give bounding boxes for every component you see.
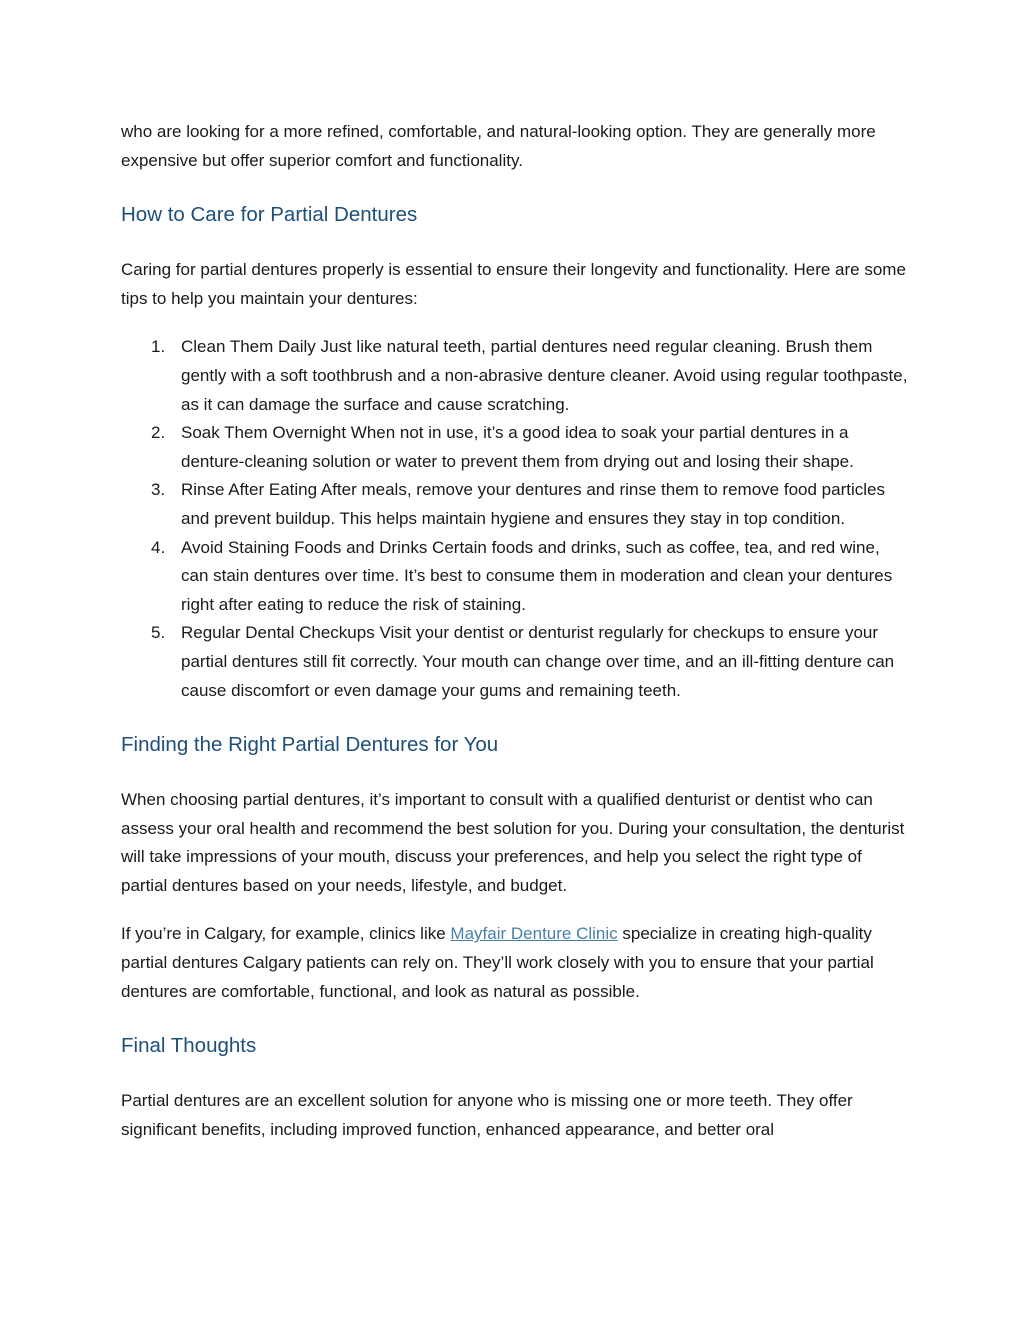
list-number: 1. bbox=[151, 337, 166, 357]
mayfair-denture-clinic-link[interactable]: Mayfair Denture Clinic bbox=[450, 924, 618, 944]
document-page bbox=[121, 118, 911, 1144]
care-tip-item bbox=[121, 534, 911, 620]
finding-section-heading: Finding the Right Partial Dentures for You bbox=[121, 733, 499, 757]
calgary-text-after-link: specialize in creating high-quality partial dentures Calgary patients can rely on. They’ll work closely with you to ensure that your partial dentures are comfortable, functional, and look as natural as possible. bbox=[121, 924, 874, 1001]
care-tip-text: Soak Them Overnight When not in use, it’s a good idea to soak your partial dentures in a denture-cleaning solution or water to prevent them from drying out and losing their shape. bbox=[181, 423, 854, 471]
care-tip-text: Rinse After Eating After meals, remove your dentures and rinse them to remove food particles and prevent buildup. This helps maintain hygiene and ensures they stay in top condition. bbox=[181, 480, 885, 528]
care-intro-paragraph: Caring for partial dentures properly is essential to ensure their longevity and functionality. Here are some tips to help you maintain your dentures: bbox=[121, 260, 906, 308]
care-tips-list bbox=[121, 333, 911, 705]
finding-paragraph: When choosing partial dentures, it’s important to consult with a qualified denturist or dentist who can assess your oral health and recommend the best solution for you. During your consultation, the denturist will take impressions of your mouth, discuss your preferences, and help you select the right type of partial dentures based on your needs, lifestyle, and budget. bbox=[121, 790, 905, 895]
calgary-text-before-link: If you’re in Calgary, for example, clinics like bbox=[121, 924, 451, 944]
calgary-clinic-paragraph bbox=[121, 920, 911, 1006]
care-tip-item bbox=[121, 333, 911, 419]
list-number: 5. bbox=[151, 623, 166, 643]
final-thoughts-heading: Final Thoughts bbox=[121, 1034, 257, 1058]
final-thoughts-paragraph: Partial dentures are an excellent solution for anyone who is missing one or more teeth. They offer significant benefits, including improved function, enhanced appearance, and better oral bbox=[121, 1091, 853, 1139]
care-section-heading: How to Care for Partial Dentures bbox=[121, 203, 418, 227]
care-tip-item bbox=[121, 619, 911, 705]
list-number: 4. bbox=[151, 537, 166, 557]
list-number: 3. bbox=[151, 480, 166, 500]
care-tip-item bbox=[121, 476, 911, 533]
care-tip-item bbox=[121, 419, 911, 476]
care-tip-text: Clean Them Daily Just like natural teeth, partial dentures need regular cleaning. Brush them gently with a soft toothbrush and a non-abrasive denture cleaner. Avoid using regular toothpaste, as it can damage the surface and cause scratching. bbox=[181, 337, 908, 414]
care-tip-text: Regular Dental Checkups Visit your dentist or denturist regularly for checkups to ensure your partial dentures still fit correctly. Your mouth can change over time, and an ill-fitting denture can cause discomfort or even damage your gums and remaining teeth. bbox=[181, 623, 895, 700]
list-number: 2. bbox=[151, 423, 166, 443]
intro-continuation-paragraph: who are looking for a more refined, comfortable, and natural-looking option. They are generally more expensive but offer superior comfort and functionality. bbox=[121, 122, 876, 170]
care-tip-text: Avoid Staining Foods and Drinks Certain foods and drinks, such as coffee, tea, and red wine, can stain dentures over time. It’s best to consume them in moderation and clean your dentures right after eating to reduce the risk of staining. bbox=[181, 537, 893, 614]
